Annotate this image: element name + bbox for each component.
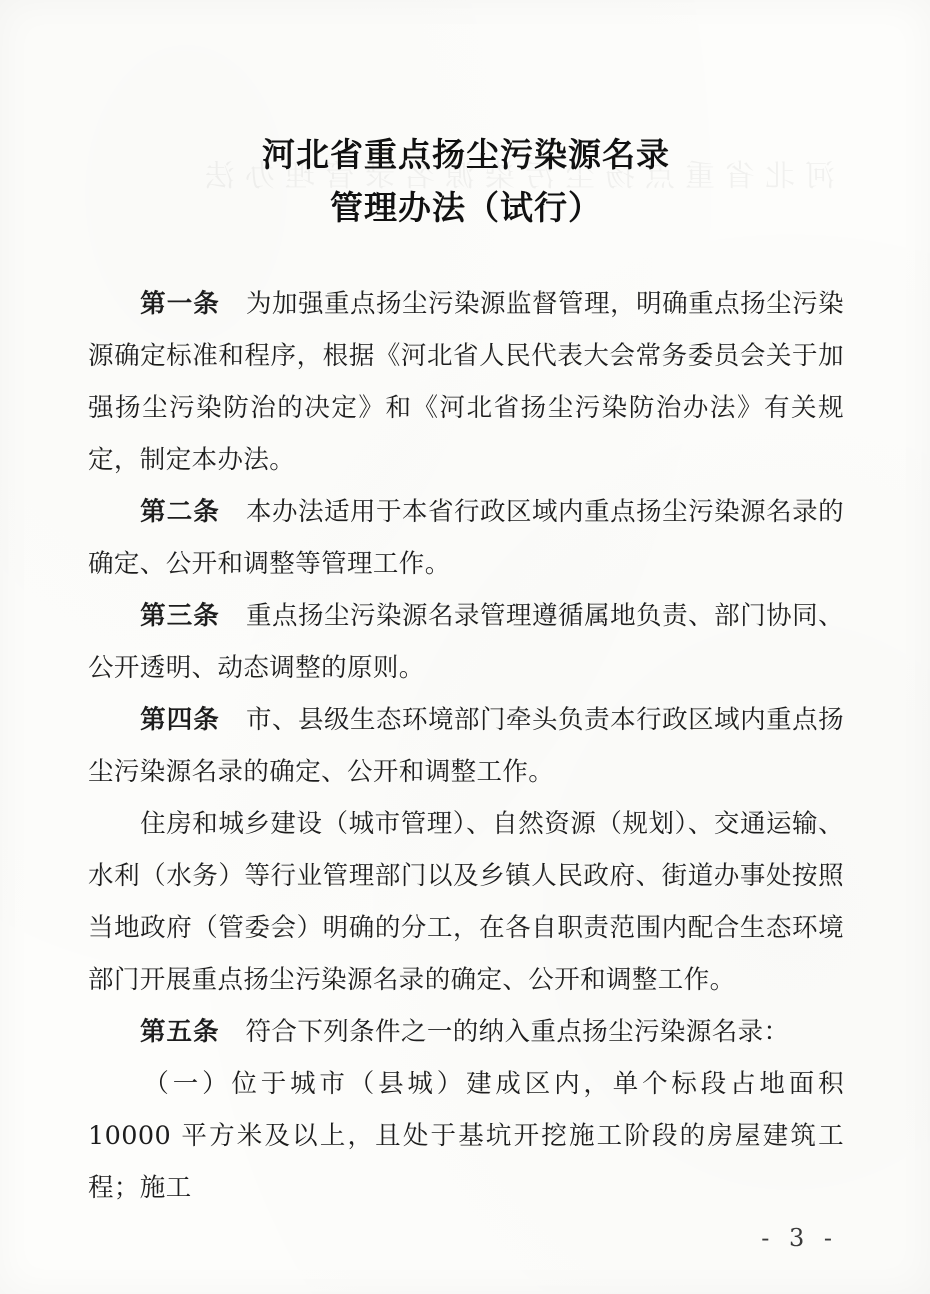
page-title-line-2: 管理办法（试行）	[330, 188, 602, 227]
article-text: 符合下列条件之一的纳入重点扬尘污染源名录：	[245, 1017, 790, 1047]
article-text: 本办法适用于本省行政区域内重点扬尘污染源名录的确定、公开和调整等管理工作。	[88, 497, 844, 579]
article-paragraph	[88, 486, 844, 590]
article-label: 第一条	[140, 289, 220, 319]
article-text: （一）位于城市（县城）建成区内，单个标段占地面积 10000 平方米及以上，且处于基坑开挖施工阶段的房屋建筑工程；施工	[88, 1069, 844, 1203]
article-label: 第三条	[140, 601, 220, 631]
page-number: - 3 -	[761, 1224, 838, 1252]
article-paragraph	[88, 590, 844, 694]
article-paragraph	[88, 278, 844, 486]
article-label: 第二条	[140, 497, 220, 527]
article-label: 第四条	[140, 705, 220, 735]
article-text: 住房和城乡建设（城市管理）、自然资源（规划）、交通运输、水利（水务）等行业管理部门以及乡镇人民政府、街道办事处按照当地政府（管委会）明确的分工，在各自职责范围内配合生态环境部门开展重点扬尘污染源名录的确定、公开和调整工作。	[88, 809, 844, 995]
article-text: 市、县级生态环境部门牵头负责本行政区域内重点扬尘污染源名录的确定、公开和调整工作。	[88, 705, 844, 787]
page-title-line-1: 河北省重点扬尘污染源名录	[262, 135, 670, 174]
article-paragraph	[88, 694, 844, 798]
article-text: 为加强重点扬尘污染源监督管理，明确重点扬尘污染源确定标准和程序，根据《河北省人民代表大会常务委员会关于加强扬尘污染防治的决定》和《河北省扬尘污染防治办法》有关规定，制定本办法。	[88, 289, 844, 475]
article-label: 第五条	[140, 1017, 220, 1047]
article-list	[88, 278, 844, 1214]
article-text: 重点扬尘污染源名录管理遵循属地负责、部门协同、公开透明、动态调整的原则。	[88, 601, 844, 683]
article-paragraph	[88, 1006, 844, 1058]
article-paragraph	[88, 1058, 844, 1214]
page-title	[88, 128, 844, 234]
document-content	[88, 0, 844, 1214]
article-paragraph	[88, 798, 844, 1006]
